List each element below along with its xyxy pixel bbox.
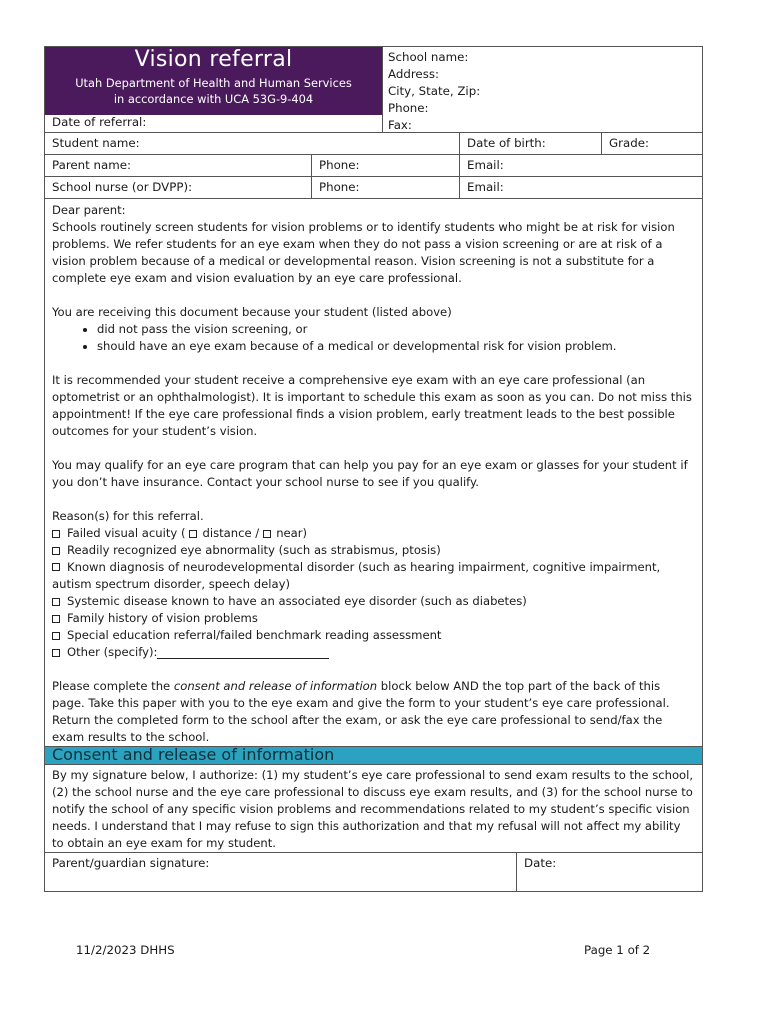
bullet-item: • should have an eye exam because of a medical or developmental risk for vision problem. — [97, 338, 695, 355]
parent-phone-field[interactable]: Phone: — [311, 155, 459, 176]
distance-checkbox[interactable] — [189, 530, 197, 538]
parent-name-field[interactable]: Parent name: — [52, 158, 131, 172]
form-header — [45, 47, 702, 133]
letter-paragraph-4: You may qualify for an eye care program that can help you pay for an eye exam or glasses for your student if you don’t have insurance. Contact your school nurse to see if you qualify. — [52, 458, 688, 489]
student-row — [45, 133, 702, 155]
school-info-block — [382, 47, 702, 132]
signature-date-field[interactable]: Date: — [516, 853, 702, 891]
letter-paragraph-5: Please complete the consent and release of information block below AND the top part of the back of this page. Take this paper with you to the eye exam and give the form to your student’s eye care professional. Return the completed form to the school after the exam, or ask the eye care professional to send/fax the exam results to the school. — [52, 679, 670, 744]
reason-eye-abnormality — [52, 542, 695, 559]
bullet-item: • did not pass the vision screening, or — [97, 321, 695, 338]
parent-signature-field[interactable]: Parent/guardian signature: — [52, 856, 210, 870]
greeting: Dear parent: — [52, 203, 126, 217]
reason-failed-acuity — [52, 525, 695, 542]
title-banner — [45, 47, 382, 115]
student-name-field[interactable]: Student name: — [52, 136, 140, 150]
nurse-row — [45, 177, 702, 199]
page-number: Page 1 of 2 — [584, 943, 651, 957]
school-name-field[interactable]: School name: — [388, 50, 469, 64]
near-checkbox[interactable] — [263, 530, 271, 538]
agency-name: Utah Department of Health and Human Services — [75, 76, 352, 90]
checkbox[interactable] — [52, 615, 60, 623]
reason-label: Known diagnosis of neurodevelopmental disorder (such as hearing impairment, cognitive impairment, autism spectrum disorder, speech delay) — [52, 560, 661, 591]
distance-label: distance / — [202, 526, 260, 540]
letter-paragraph-2: You are receiving this document because your student (listed above) — [52, 305, 452, 319]
page-title: Vision referral — [134, 47, 293, 72]
parent-row — [45, 155, 702, 177]
date-of-referral-field[interactable]: Date of referral: — [52, 115, 147, 129]
date-of-birth-field[interactable]: Date of birth: — [459, 133, 601, 154]
city-state-zip-field[interactable]: City, State, Zip: — [388, 84, 481, 98]
signature-row — [45, 853, 702, 891]
header-title-block — [45, 47, 382, 132]
reason-label: Other (specify): — [67, 645, 158, 659]
reason-family-history — [52, 610, 695, 627]
near-label: near) — [276, 526, 308, 540]
reason-systemic-disease — [52, 593, 695, 610]
school-phone-field[interactable]: Phone: — [388, 101, 429, 115]
reason-neurodevelopmental — [52, 559, 695, 593]
footer-date: 11/2/2023 DHHS — [76, 943, 175, 957]
school-nurse-field[interactable]: School nurse (or DVPP): — [52, 180, 193, 194]
reason-other — [52, 644, 695, 661]
grade-field[interactable]: Grade: — [601, 133, 702, 154]
consent-text: By my signature below, I authorize: (1) my student’s eye care professional to send exam results to the school, (2) the school nurse and the eye care professional to discuss eye exam results, and (3) for the school nurse to notify the school of any specific vision problems and recommendations related to my student’s specific vision needs. I understand that I may refuse to sign this authorization and that my refusal will not affect my ability to obtain an eye exam for my student. — [45, 765, 702, 853]
checkbox[interactable] — [52, 598, 60, 606]
checkbox[interactable] — [52, 649, 60, 657]
vision-referral-form — [44, 46, 703, 892]
reason-label: Systemic disease known to have an associated eye disorder (such as diabetes) — [67, 594, 527, 608]
reason-label: Special education referral/failed benchmark reading assessment — [67, 628, 442, 642]
reasons-heading: Reason(s) for this referral. — [52, 509, 204, 523]
address-field[interactable]: Address: — [388, 67, 439, 81]
statute-reference: in accordance with UCA 53G-9-404 — [113, 92, 314, 106]
reason-label: Readily recognized eye abnormality (such as strabismus, ptosis) — [67, 543, 441, 557]
reason-label: Failed visual acuity ( — [67, 526, 186, 540]
checkbox[interactable] — [52, 530, 60, 538]
letter-paragraph-1: Schools routinely screen students for vision problems or to identify students who might be at risk for vision problems. We refer students for an eye exam when they do not pass a vision screening or are at risk of a vision problem because of a medical or developmental reason. Vision screening is not a substitute for a complete eye exam and vision evaluation by an eye care professional. — [52, 220, 675, 285]
reason-bullets — [52, 321, 695, 355]
nurse-email-field[interactable]: Email: — [459, 177, 702, 198]
nurse-phone-field[interactable]: Phone: — [311, 177, 459, 198]
fax-field[interactable]: Fax: — [388, 118, 412, 132]
reason-special-education — [52, 627, 695, 644]
letter-body — [45, 199, 702, 746]
checkbox[interactable] — [52, 547, 60, 555]
letter-paragraph-3: It is recommended your student receive a comprehensive eye exam with an eye care professional (an optometrist or an ophthalmologist). It is important to schedule this exam as soon as you can. Do not miss this appointment! If the eye care professional finds a vision problem, early treatment leads to the best possible outcomes for your student’s vision. — [52, 373, 692, 438]
reason-label: Family history of vision problems — [67, 611, 258, 625]
parent-email-field[interactable]: Email: — [459, 155, 702, 176]
consent-heading: Consent and release of information — [45, 746, 702, 765]
checkbox[interactable] — [52, 632, 60, 640]
other-specify-input[interactable] — [157, 647, 329, 659]
